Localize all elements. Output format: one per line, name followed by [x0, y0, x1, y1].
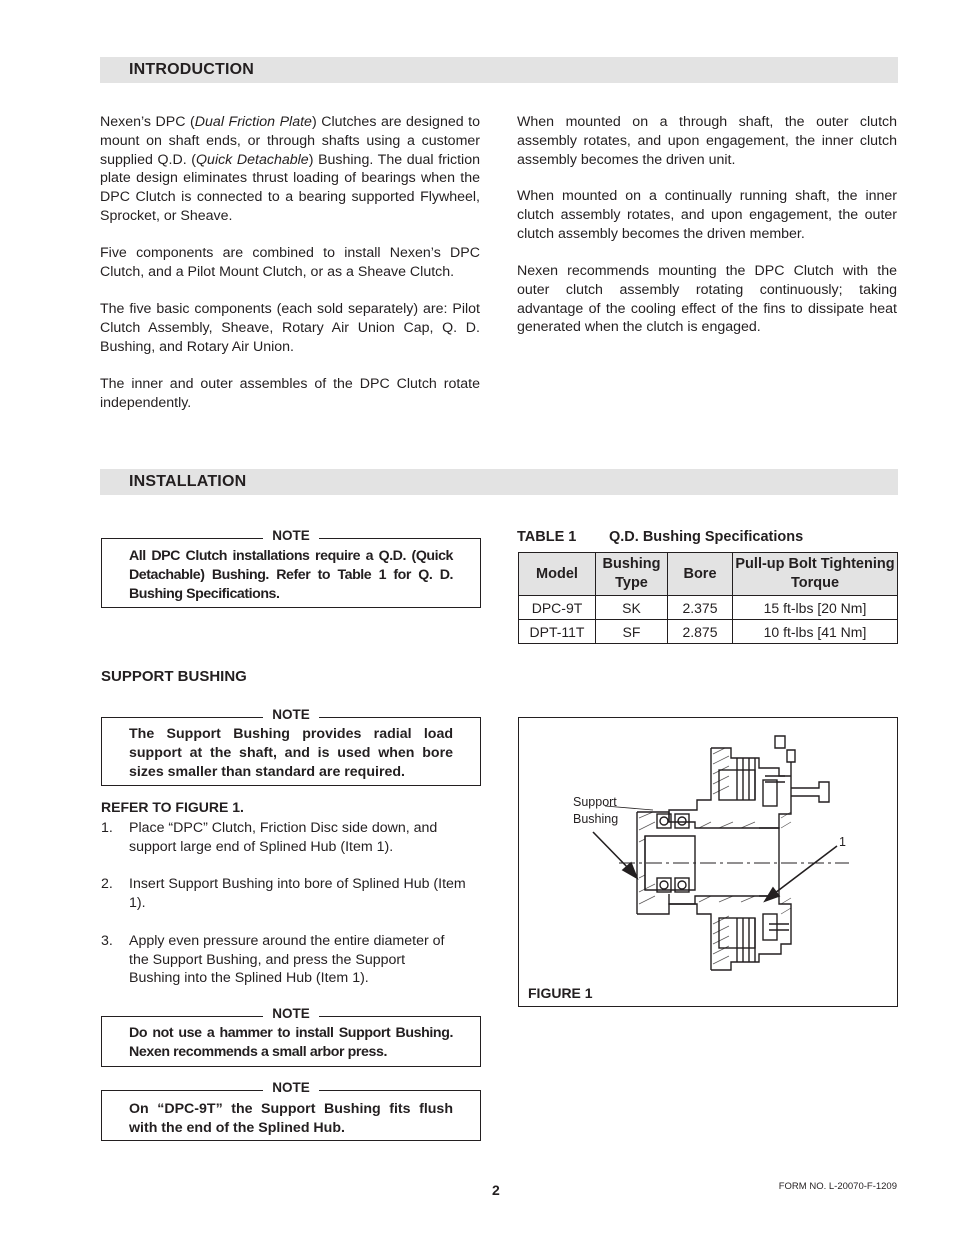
table-cell: 2.375 [668, 596, 733, 620]
step-text: Place “DPC” Clutch, Friction Disc side down, and support large end of Splined Hub (Item 1). [129, 820, 438, 855]
step-number: 2. [101, 876, 113, 893]
table-row [519, 596, 898, 620]
flush-note-text: On “DPC-9T” the Support Bushing fits flush with the end of the Splined Hub. [129, 1101, 453, 1136]
table-cell: 15 ft-lbs [20 Nm] [733, 596, 898, 620]
intro-p1-italic-a: Dual Friction Plate [194, 114, 312, 130]
clutch-cross-section-drawing [519, 718, 896, 1005]
intro-paragraph-2: Five components are combined to install Nexen’s DPC Clutch, and a Pilot Mount Clutch, or as a Sheave Clutch. [100, 245, 480, 280]
intro-right-paragraph-1: When mounted on a through shaft, the outer clutch assembly rotates, and upon engagement, the inner clutch assembly becomes the driven unit. [517, 114, 897, 168]
support-note-box [101, 707, 481, 786]
table-caption [517, 529, 804, 545]
intro-paragraph-3: The five basic components (each sold separately) are: Pilot Clutch Assembly, Sheave, Rotary Air Union Cap, Q. D. Bushing, and Rotary Air Union. [100, 301, 480, 355]
step-text: Insert Support Bushing into bore of Splined Hub (Item 1). [129, 876, 466, 912]
table-cell: DPT-11T [519, 620, 596, 644]
step-number: 3. [101, 932, 113, 949]
table-header-cell: Bore [668, 553, 733, 596]
table-header-cell: Pull-up Bolt Tightening Torque [733, 553, 898, 596]
step-number: 1. [101, 820, 113, 836]
intro-p1-text-c: ) Bushing. The dual friction plate design eliminates thrust loading of bearings when the DPC Clutch is connected to a bearing supported Flywheel, Sprocket, or Sheave. [100, 151, 480, 224]
item-1-callout: 1 [839, 835, 846, 849]
intro-paragraph-4: The inner and outer assembles of the DPC Clutch rotate independently. [100, 376, 480, 411]
table-header-cell: Bushing Type [596, 553, 668, 596]
introduction-header-bar [100, 57, 898, 83]
installation-heading: INSTALLATION [129, 473, 247, 490]
introduction-heading: INTRODUCTION [129, 61, 255, 78]
installation-header-bar [100, 469, 898, 495]
table-cell: 2.875 [668, 620, 733, 644]
intro-right-paragraph-2: When mounted on a continually running shaft, the inner clutch assembly rotates, and upon engagement, the outer clutch assembly becomes the driven member. [517, 188, 897, 242]
support-bushing-callout-line-2: Bushing [573, 812, 619, 826]
page-number: 2 [492, 1182, 500, 1198]
refer-to-figure: REFER TO FIGURE 1. [101, 799, 244, 815]
note-label: NOTE [102, 707, 480, 722]
step-text: Apply even pressure around the entire diameter of the Support Bushing, and press the Support Bushing into the Splined Hub (Item 1). [129, 932, 445, 987]
installation-note-text: All DPC Clutch installations require a Q.D. (Quick Detachable) Bushing. Refer to Table 1 for Q. D. Bushing Specifications. [129, 548, 453, 602]
table-cell: SK [596, 596, 668, 620]
intro-right-paragraph-3: Nexen recommends mounting the DPC Clutch with the outer clutch assembly rotating continuously; taking advantage of the cooling effect of the fins to dissipate heat generated when the clutch is engaged. [517, 263, 897, 336]
hammer-note-box [101, 1006, 481, 1067]
intro-p1-text-b: ) Clutches are designed to mount on shaft ends, or through shafts using a customer supplied Q.D. ( [100, 114, 480, 168]
note-label: NOTE [102, 528, 480, 543]
support-bushing-callout [573, 794, 618, 828]
support-note-text: The Support Bushing provides radial load support at the shaft, and is used when bore sizes smaller than standard are required. [129, 726, 453, 780]
intro-p1-text-a: Nexen’s DPC ( [100, 114, 195, 130]
table-cell: DPC-9T [519, 596, 596, 620]
table-cell: 10 ft-lbs [41 Nm] [733, 620, 898, 644]
list-item [101, 819, 481, 857]
table-label: TABLE 1 [517, 529, 577, 545]
installation-note-box [101, 528, 481, 608]
figure-caption: FIGURE 1 [528, 985, 593, 1001]
figure-1-box [518, 717, 898, 1007]
intro-p1-italic-b: Quick Detachable [196, 151, 309, 168]
table-header-cell: Model [519, 553, 596, 596]
table-cell: SF [596, 620, 668, 644]
note-label: NOTE [102, 1006, 480, 1021]
bushing-spec-table [518, 552, 898, 644]
table-title: Q.D. Bushing Specifications [609, 529, 804, 545]
support-bushing-callout-line-1: Support [573, 795, 617, 809]
form-number: FORM NO. L-20070-F-1209 [778, 1181, 897, 1192]
note-label: NOTE [102, 1080, 480, 1095]
intro-paragraph-1 [100, 113, 480, 226]
table-row [519, 620, 898, 644]
hammer-note-text: Do not use a hammer to install Support Bushing. Nexen recommends a small arbor press. [129, 1025, 453, 1060]
install-steps [101, 819, 481, 1007]
flush-note-box [101, 1080, 481, 1141]
list-item [101, 932, 481, 988]
support-bushing-heading: SUPPORT BUSHING [101, 668, 247, 685]
table-header-row [519, 553, 898, 596]
list-item [101, 875, 481, 913]
